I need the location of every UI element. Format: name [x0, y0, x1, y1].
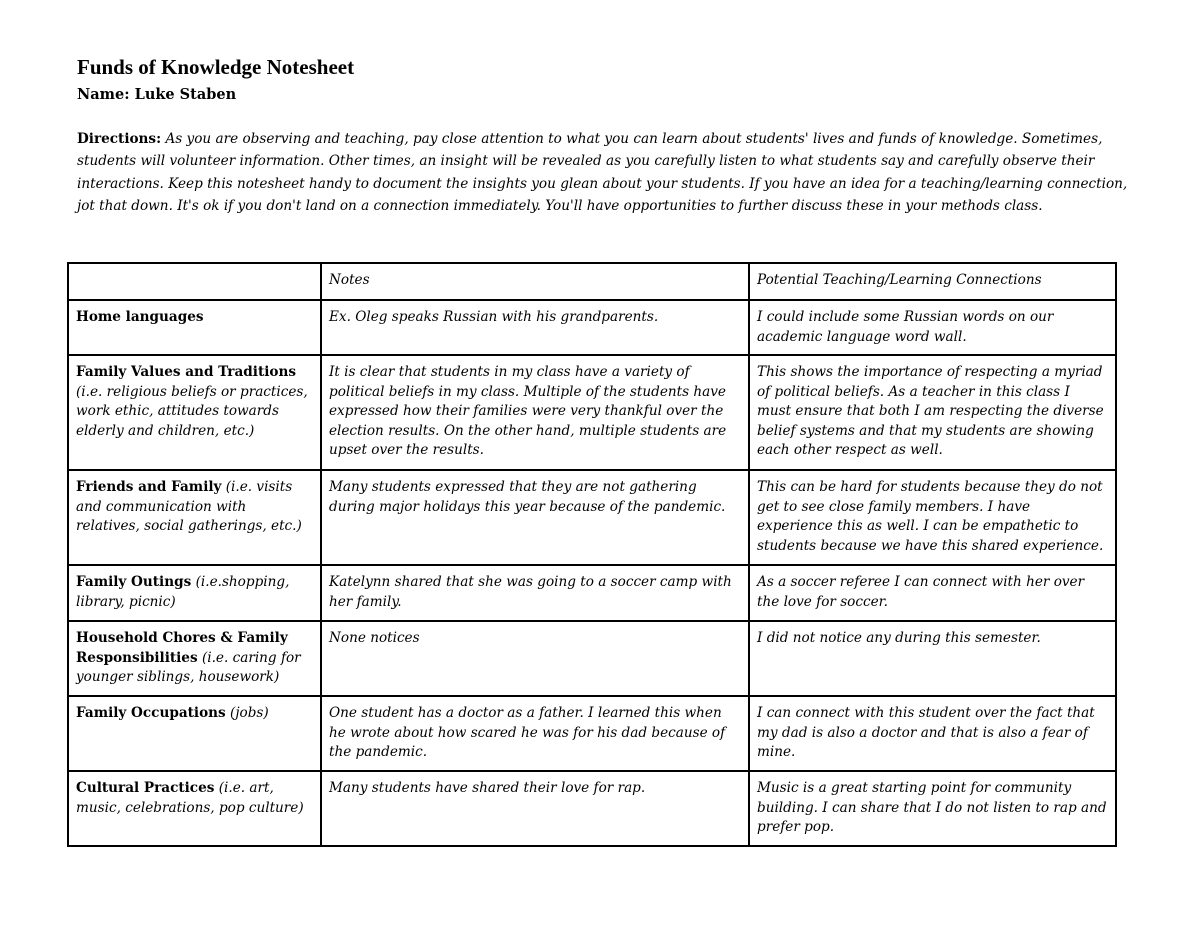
student-name: Name: Luke Staben	[77, 86, 237, 103]
connection-text: As a soccer referee I can connect with her over the love for soccer.	[757, 574, 1085, 610]
header-notes: Notes	[321, 263, 749, 300]
table-row	[68, 470, 1116, 565]
category-cell	[68, 355, 321, 470]
notes-text: Ex. Oleg speaks Russian with his grandparents.	[329, 309, 659, 325]
connection-cell	[749, 565, 1116, 621]
connection-cell	[749, 771, 1116, 846]
notes-cell	[321, 565, 749, 621]
category-cell	[68, 470, 321, 565]
category-description: (jobs)	[230, 705, 269, 721]
header-category	[68, 263, 321, 300]
notes-text: One student has a doctor as a father. I learned this when he wrote about how scared he was for his dad because of the pandemic.	[329, 705, 726, 760]
connection-text: Music is a great starting point for community building. I can share that I do not listen to rap and prefer pop.	[757, 780, 1107, 835]
connection-cell	[749, 355, 1116, 470]
funds-of-knowledge-table	[67, 262, 1117, 847]
connection-cell	[749, 696, 1116, 771]
page-title: Funds of Knowledge Notesheet	[77, 55, 355, 79]
category-cell	[68, 696, 321, 771]
category-name: Household Chores & Family Responsibilities	[76, 630, 288, 666]
table-row	[68, 696, 1116, 771]
category-description: (i.e. visits and communication with relatives, social gatherings, etc.)	[76, 479, 302, 534]
notes-text: Many students have shared their love for rap.	[329, 780, 646, 796]
category-cell	[68, 300, 321, 355]
notes-cell	[321, 771, 749, 846]
notes-text: Many students expressed that they are not gathering during major holidays this year because of the pandemic.	[329, 479, 726, 515]
connection-text: This can be hard for students because they do not get to see close family members. I have experience this as well. I can be empathetic to students because we have this shared experience.	[757, 479, 1104, 554]
category-description: (i.e. caring for younger siblings, housework)	[76, 649, 301, 685]
table-row	[68, 771, 1116, 846]
notes-cell	[321, 300, 749, 355]
notes-text: Katelynn shared that she was going to a soccer camp with her family.	[329, 574, 732, 610]
connection-text: I can connect with this student over the fact that my dad is also a doctor and that is also a fear of mine.	[757, 705, 1095, 760]
connection-cell	[749, 621, 1116, 696]
category-name: Friends and Family	[76, 479, 222, 495]
category-cell	[68, 621, 321, 696]
connection-text: This shows the importance of respecting a myriad of political beliefs. As a teacher in this class I must ensure that both I am respecting the diverse belief systems and that my students are showing each other respect as well.	[757, 364, 1104, 458]
notes-cell	[321, 621, 749, 696]
header-connections: Potential Teaching/Learning Connections	[749, 263, 1116, 300]
category-name: Family Values and Traditions	[76, 364, 296, 380]
table-row	[68, 621, 1116, 696]
notes-text: None notices	[329, 630, 420, 646]
category-name: Cultural Practices	[76, 780, 215, 796]
connection-cell	[749, 470, 1116, 565]
category-cell	[68, 565, 321, 621]
directions-paragraph	[77, 128, 1137, 217]
directions-text: As you are observing and teaching, pay close attention to what you can learn about students' lives and funds of knowledge. Sometimes, students will volunteer information. Other times, an insight will be revealed as you carefully listen to what students say and carefully observe their interactions. Keep this notesheet handy to document the insights you glean about your students. If you have an idea for a teaching/learning connection, jot that down. It's ok if you don't land on a connection immediately. You'll have opportunities to further discuss these in your methods class.	[77, 131, 1128, 214]
category-name: Family Occupations	[76, 705, 226, 721]
notes-text: It is clear that students in my class have a variety of political beliefs in my class. Multiple of the students have expressed how their families were very thankful over the election results. On the other hand, multiple students are upset over the results.	[329, 364, 727, 458]
connection-text: I could include some Russian words on our academic language word wall.	[757, 309, 1054, 345]
connection-cell	[749, 300, 1116, 355]
directions-label: Directions:	[77, 131, 162, 147]
category-description: (i.e.shopping, library, picnic)	[76, 574, 290, 610]
table-row	[68, 565, 1116, 621]
category-cell	[68, 771, 321, 846]
table-row	[68, 355, 1116, 470]
category-description: (i.e. art, music, celebrations, pop culture)	[76, 780, 304, 816]
category-description: (i.e. religious beliefs or practices, work ethic, attitudes towards elderly and children, etc.)	[76, 383, 308, 439]
table-header-row	[68, 263, 1116, 300]
notes-cell	[321, 355, 749, 470]
connection-text: I did not notice any during this semester.	[757, 630, 1041, 646]
table-row	[68, 300, 1116, 355]
category-name: Home languages	[76, 309, 204, 325]
notes-cell	[321, 696, 749, 771]
notes-cell	[321, 470, 749, 565]
category-name: Family Outings	[76, 574, 192, 590]
